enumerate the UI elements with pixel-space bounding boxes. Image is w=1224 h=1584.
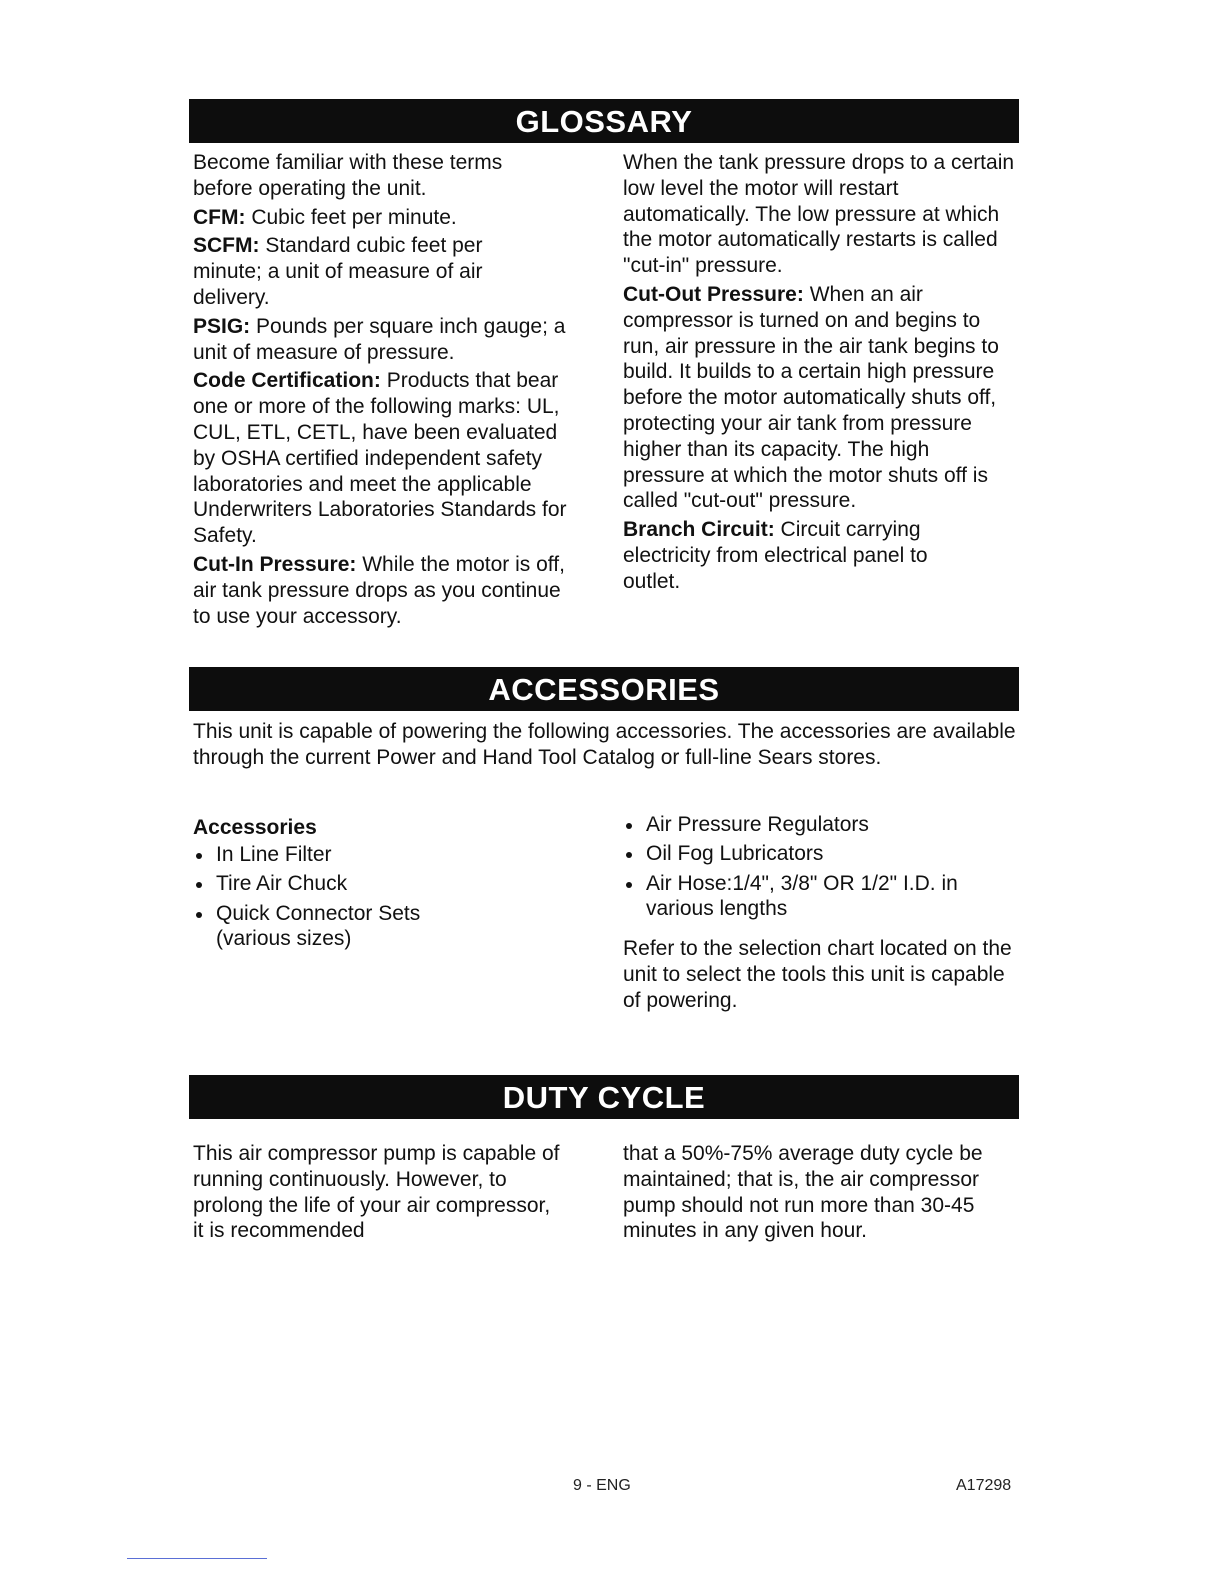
glossary-entry-cut-out-pressure bbox=[623, 282, 1008, 514]
list-item bbox=[623, 871, 1008, 923]
glossary-definition: Cubic feet per minute. bbox=[251, 205, 457, 229]
glossary-right-column bbox=[623, 150, 1023, 595]
list-item-text: Quick Connector Sets (various sizes) bbox=[216, 901, 421, 951]
glossary-entry-psig bbox=[193, 314, 588, 366]
accessories-intro-block bbox=[193, 719, 1021, 771]
glossary-term: CFM: bbox=[193, 205, 246, 229]
glossary-entry-cut-in-pressure bbox=[193, 552, 571, 629]
list-item-text: Air Pressure Regulators bbox=[646, 813, 869, 836]
glossary-entry-scfm bbox=[193, 233, 533, 310]
accessories-left-list bbox=[193, 842, 473, 952]
list-item bbox=[623, 841, 1008, 867]
bullet-icon bbox=[196, 882, 202, 888]
list-item-text: Oil Fog Lubricators bbox=[646, 842, 824, 866]
bullet-icon bbox=[196, 853, 202, 859]
glossary-entry-cfm bbox=[193, 205, 593, 231]
bullet-icon bbox=[196, 912, 202, 918]
glossary-term: PSIG: bbox=[193, 314, 251, 338]
glossary-term: Cut-Out Pressure: bbox=[623, 282, 804, 306]
list-item-text: Air Hose:1/4", 3/8" OR 1/2" I.D. in various lengths bbox=[646, 871, 958, 921]
accessories-right-column bbox=[623, 812, 1023, 1014]
accessories-left-column bbox=[193, 814, 593, 956]
bullet-icon bbox=[626, 823, 632, 829]
glossary-definition: While the motor is off, air tank pressure drops as you continue to use your accessory. bbox=[193, 552, 565, 628]
accessories-list-title: Accessories bbox=[193, 816, 317, 839]
duty-cycle-right-text: that a 50%-75% average duty cycle be maintained; that is, the air compressor pump should not run more than 30-45 minutes in any given hour. bbox=[623, 1142, 983, 1243]
document-code: A17298 bbox=[956, 1477, 1012, 1494]
divider bbox=[127, 1558, 267, 1559]
glossary-definition: Circuit carrying electricity from electrical panel to outlet. bbox=[623, 518, 928, 593]
list-item bbox=[193, 871, 473, 897]
bullet-icon bbox=[626, 852, 632, 858]
glossary-term: Branch Circuit: bbox=[623, 518, 775, 542]
glossary-definition: When an air compressor is turned on and begins to run, air pressure in the air tank begins to build. It builds to a certain high pressure before the motor automatically shuts off, protecting your air tank from pressure higher than its capacity. The high pressure at which the motor shuts off is called "cut-out" pressure. bbox=[623, 282, 999, 513]
glossary-definition: Standard cubic feet per minute; a unit of measure of air delivery. bbox=[193, 234, 483, 309]
glossary-entry-branch-circuit bbox=[623, 517, 983, 594]
glossary-term: Code Certification: bbox=[193, 369, 381, 393]
duty-cycle-left-text: This air compressor pump is capable of running continuously. However, to prolong the life of your air compressor, it is recommended bbox=[193, 1142, 560, 1243]
list-item-text: Tire Air Chuck bbox=[216, 872, 348, 896]
glossary-intro: Become familiar with these terms before operating the unit. bbox=[193, 151, 503, 200]
list-item bbox=[193, 901, 473, 953]
glossary-heading: GLOSSARY bbox=[189, 99, 1019, 143]
glossary-left-column bbox=[193, 150, 593, 629]
glossary-definition: Pounds per square inch gauge; a unit of measure of pressure. bbox=[193, 314, 566, 364]
page-number: 9 - ENG bbox=[573, 1477, 631, 1494]
accessories-heading: ACCESSORIES bbox=[189, 667, 1019, 711]
accessories-intro: This unit is capable of powering the following accessories. The accessories are available through the current Power and Hand Tool Catalog or full-line Sears stores. bbox=[193, 720, 1016, 769]
bullet-icon bbox=[626, 882, 632, 888]
list-item bbox=[193, 842, 473, 868]
glossary-term: SCFM: bbox=[193, 234, 260, 258]
glossary-cut-in-continued: When the tank pressure drops to a certain low level the motor will restart automatically. The low pressure at which the motor automatically restarts is called "cut-in" pressure. bbox=[623, 151, 1015, 278]
duty-cycle-heading: DUTY CYCLE bbox=[189, 1075, 1019, 1119]
glossary-term: Cut-In Pressure: bbox=[193, 552, 357, 576]
list-item bbox=[623, 812, 1008, 838]
list-item-text: In Line Filter bbox=[216, 843, 332, 866]
duty-cycle-right-column bbox=[623, 1141, 1023, 1244]
accessories-note: Refer to the selection chart located on the unit to select the tools this unit is capable of powering. bbox=[623, 937, 1012, 1012]
glossary-entry-code-certification bbox=[193, 368, 571, 549]
accessories-right-list bbox=[623, 812, 1008, 922]
duty-cycle-left-column bbox=[193, 1141, 593, 1244]
glossary-definition: Products that bear one or more of the following marks: UL, CUL, ETL, CETL, have been evaluated by OSHA certified independent safety laboratories and meet the applicable Underwriters Laboratories Standards for Safety. bbox=[193, 369, 567, 548]
